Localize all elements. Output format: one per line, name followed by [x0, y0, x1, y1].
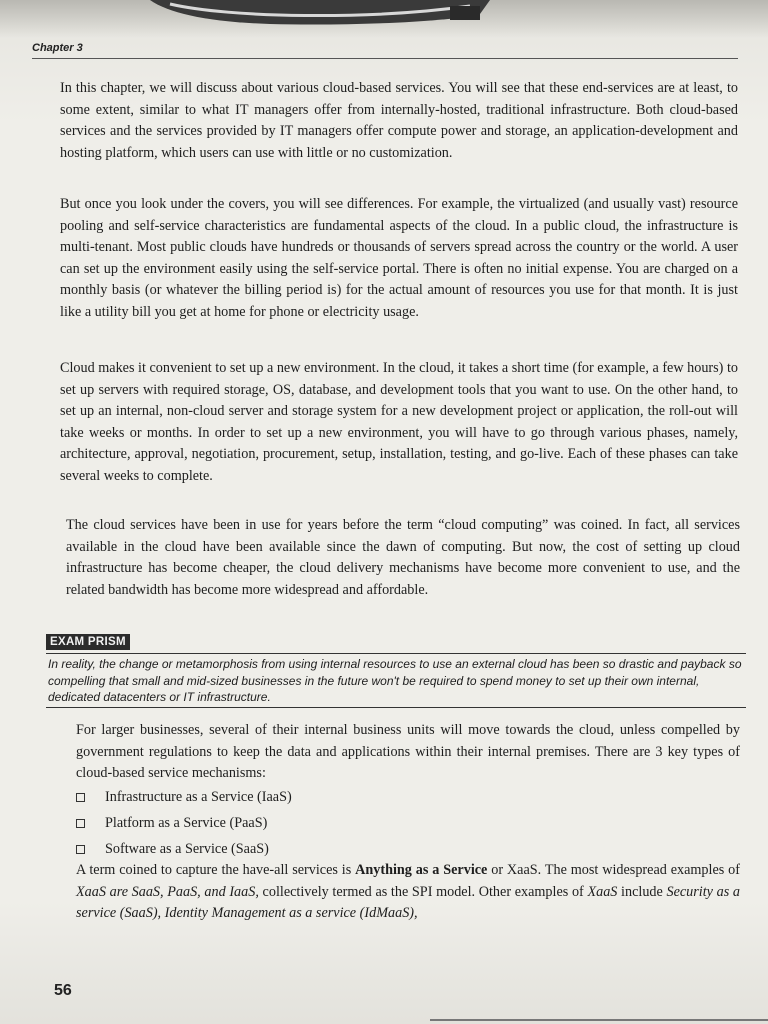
xaas-other-examples-italic: Security as a service (SaaS), Identity Management as a service (IdMaaS), [76, 883, 740, 921]
xaas-text-3: collectively termed as the SPI model. Other examples of [258, 883, 588, 900]
xaas-text-2: or XaaS. The most widespread examples of [487, 862, 740, 878]
exam-prism-rule-bottom [46, 707, 746, 708]
paragraph-differences: But once you look under the covers, you will see differences. For example, the virtualized (and usually vast) resource pooling and self-service characteristics are fundamental aspects of the cloud. In a public cloud, the infrastructure is multi-tenant. Most public clouds have hundreds or thousands of servers spread across the country or the world. A user can set up the environment easily using the self-service portal. There is often no initial expense. You are charged on a monthly basis (or whatever the billing period is) for the actual amount of resources you use for that month. It is just like a utility bill you get at home for phone or electricity usage. [60, 196, 738, 320]
paragraph-intro: In this chapter, we will discuss about various cloud-based services. You will see that these end-services are at least, to some extent, similar to what IT managers offer from internally-hosted, traditional infrastructure. Both cloud-based services and the services provided by IT managers offer compute power and storage, an application-development and hosting platform, which users can use with little or no customization. [60, 80, 738, 161]
paragraph-history: The cloud services have been in use for years before the term “cloud computing” was coined. In fact, all services available in the cloud have been available since the dawn of computing. But now, the cost of setting up cloud infrastructure has become cheaper, the cloud delivery mechanisms have become more convenient to use, and the related bandwidth has become more widespread and affordable. [66, 517, 740, 598]
footer-rule [430, 1019, 768, 1021]
exam-prism-rule-top [46, 653, 746, 654]
binder-clip-image [150, 0, 490, 30]
exam-prism-text: In reality, the change or metamorphosis from using internal resources to use an external cloud has been so drastic and payback so compelling that small and mid-sized businesses in the future won't be required to spend money to set up their own internal, dedicated datacenters or IT infrastructure. [48, 657, 742, 704]
header-rule [32, 58, 738, 59]
xaas-term-italic: XaaS [587, 883, 618, 900]
xaas-examples-italic: XaaS are SaaS, PaaS, and IaaS, [76, 883, 259, 900]
list-item [76, 836, 292, 862]
chapter-label: Chapter 3 [32, 42, 83, 54]
xaas-term-bold: Anything as a Service [355, 862, 488, 878]
list-item [76, 784, 292, 810]
list-item-label: Infrastructure as a Service (IaaS) [105, 789, 292, 805]
checkbox-bullet-icon [76, 793, 85, 802]
exam-prism-label: EXAM PRISM [46, 634, 130, 650]
checkbox-bullet-icon [76, 845, 85, 854]
xaas-text-4: include [617, 883, 667, 900]
xaas-text-1: A term coined to capture the have-all services is [76, 862, 356, 878]
checkbox-bullet-icon [76, 819, 85, 828]
page-number: 56 [54, 982, 72, 999]
list-item-label: Software as a Service (SaaS) [105, 841, 269, 857]
paragraph-convenience: Cloud makes it convenient to set up a new environment. In the cloud, it takes a short time (for example, a few hours) to set up servers with required storage, OS, database, and development tools that you want to use. On the other hand, to set up an internal, non-cloud server and storage system for a new development project or application, the roll-out will take weeks or months. In order to set up a new environment, you will have to go through various phases, namely, architecture, approval, negotiation, procurement, setup, installation, testing, and go-live. Each of these phases can take several weeks to complete. [60, 360, 738, 484]
paragraph-xaas [76, 860, 740, 925]
paragraph-larger-businesses: For larger businesses, several of their internal business units will move towards the cloud, unless compelled by government regulations to keep the data and applications within their internal premises. There are 3 key types of cloud-based service mechanisms: [76, 722, 740, 781]
list-item-label: Platform as a Service (PaaS) [105, 815, 268, 831]
list-item [76, 810, 292, 836]
service-mechanism-list [76, 784, 292, 862]
